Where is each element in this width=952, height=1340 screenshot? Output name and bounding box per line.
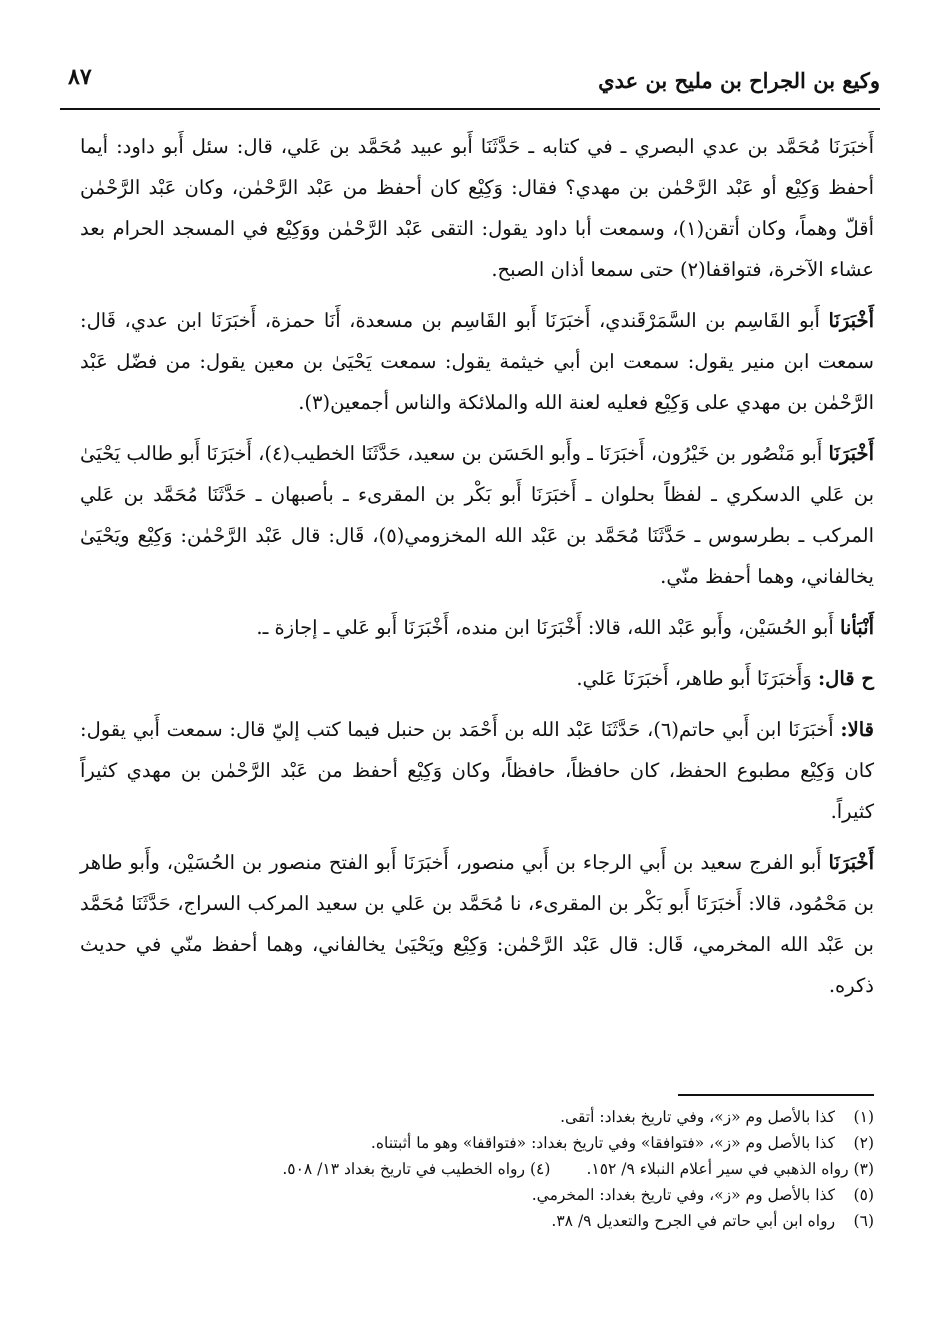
- paragraph-text: أَبو القَاسِم بن السَّمَرْقَندي، أَخبَرَنَا أَبو القَاسِم بن مسعدة، أَنَا حمزة، أَخبَرَنَا ابن عدي، قَال: سمعت ابن منير يقول: سمعت ابن أبي خيثمة يقول: سمعت يَحْيَىٰ بن معين يقول: من فضّل عَبْد الرَّحْمٰن بن مهدي على وَكِيْع فعليه لعنة الله والملائكة والناس أجمعين(٣).: [80, 309, 874, 414]
- footnote-text: كذا بالأصل وم «ز»، وفي تاريخ بغداد: المخرمي.: [531, 1186, 836, 1204]
- paragraph-lead: أَخْبَرَنَا: [828, 442, 874, 465]
- paragraph-text: أَخبَرَنَا ابن أَبي حاتم(٦)، حَدَّثَنَا عَبْد الله بن أَحْمَد بن حنبل فيما كتب إليّ قال: سمعت أَبي يقول: كان وَكِيْع مطبوع الحفظ، كان حافظاً، حافظاً، وكان وَكِيْع أحفظ من عَبْد الرَّحْمٰن بن مهدي كثيراً كثيراً.: [80, 718, 874, 823]
- paragraph-lead: أَخْبَرَنَا: [828, 309, 874, 332]
- running-title: وكيع بن الجراح بن مليح بن عدي: [598, 68, 880, 93]
- paragraph-text: أَبو مَنْصُور بن خَيْرُون، أَخبَرَنَا ـ وأَبو الحَسَن بن سعيد، حَدَّثَنَا الخطيب(٤)، أَخبَرَنَا أَبو طالب يَحْيَىٰ بن عَلي الدسكري ـ لفظاً بحلوان ـ أَخبَرَنَا أَبو بَكْر بن المقرىء ـ بأصبهان ـ حَدَّثَنَا مُحَمَّد بن عَلي المركب ـ بطرسوس ـ حَدَّثَنَا مُحَمَّد بن عَبْد الله المخزومي(٥)، قَال: قال عَبْد الرَّحْمٰن: وَكِيْع ويَحْيَىٰ يخالفاني، وهما أحفظ منّي.: [80, 442, 874, 588]
- footnote-3-4: [150, 1156, 874, 1182]
- footnotes: [150, 1104, 874, 1234]
- paragraph-lead: أَخْبَرَنَا: [828, 851, 874, 874]
- page-header: [60, 62, 880, 110]
- paragraph-lead: قالا:: [840, 718, 874, 741]
- footnote-number: (٤): [529, 1160, 551, 1178]
- paragraph-4: [80, 607, 874, 648]
- paragraph-text: أَخبَرَنَا مُحَمَّد بن عدي البصري ـ في كتابه ـ حَدَّثَنَا أَبو عبيد مُحَمَّد بن عَلي، قال: سئل أَبو داود: أيما أحفظ وَكِيْع أو عَبْد الرَّحْمٰن بن مهدي؟ فقال: وَكِيْع كان أحفظ من عَبْد الرَّحْمٰن، وكان عَبْد الرَّحْمٰن أقلّ وهماً، وكان أتقن(١)، وسمعت أبا داود يقول: التقى عَبْد الرَّحْمٰن ووَكِيْع في المسجد الحرام بعد عشاء الآخرة، فتواقفا(٢) حتى سمعا أذان الصبح.: [80, 135, 875, 281]
- footnote-6: [150, 1208, 874, 1234]
- footnote-1: [150, 1104, 874, 1130]
- paragraph-1: [80, 126, 874, 290]
- footnote-text: رواه الخطيب في تاريخ بغداد ١٣/ ٥٠٨.: [282, 1160, 526, 1178]
- paragraph-3: [80, 433, 874, 597]
- paragraph-7: [80, 842, 874, 1006]
- page-number: ٨٧: [68, 64, 92, 90]
- paragraph-2: [80, 300, 874, 423]
- footnote-divider: [678, 1094, 874, 1096]
- footnote-text: كذا بالأصل وم «ز»، «فتوافقا» وفي تاريخ بغداد: «فتواقفا» وهو ما أثبتناه.: [370, 1134, 836, 1152]
- footnote-number: (٥): [853, 1186, 874, 1204]
- footnote-number: (٢): [853, 1134, 874, 1152]
- footnote-3: [586, 1156, 874, 1182]
- paragraph-text: أَبو الحُسَيْن، وأَبو عَبْد الله، قالا: أَخْبَرَنَا ابن منده، أَخْبَرَنَا أَبو عَلي ـ إجازة ـ.: [256, 616, 834, 639]
- footnote-2: [150, 1130, 874, 1156]
- paragraph-5: [80, 658, 874, 699]
- footnote-text: كذا بالأصل وم «ز»، وفي تاريخ بغداد: أتقى.: [560, 1108, 836, 1126]
- paragraph-text: أَبو الفرج سعيد بن أَبي الرجاء بن أَبي منصور، أَخبَرَنَا أَبو الفتح منصور بن الحُسَيْن، وأَبو طاهر بن مَحْمُود، قالا: أَخبَرَنَا أَبو بَكْر بن المقرىء، نا مُحَمَّد بن عَلي بن سعيد المركب السراج، حَدَّثَنَا مُحَمَّد بن عَبْد الله المخرمي، قَال: قال عَبْد الرَّحْمٰن: وَكِيْع ويَحْيَىٰ يخالفاني، وهما أحفظ منّي في حديث ذكره.: [80, 851, 874, 997]
- footnote-number: (١): [853, 1108, 874, 1126]
- footnote-5: [150, 1182, 874, 1208]
- paragraph-lead: ح قال:: [817, 667, 874, 690]
- paragraph-6: [80, 709, 874, 832]
- footnote-4: [282, 1156, 550, 1182]
- paragraph-lead: أَنْبَأنا: [839, 616, 874, 639]
- footnote-text: رواه الذهبي في سير أعلام النبلاء ٩/ ١٥٢.: [586, 1160, 849, 1178]
- paragraph-text: وَأَخبَرَنَا أَبو طاهر، أَخبَرَنَا عَلي.: [576, 667, 812, 690]
- main-text: [80, 126, 874, 1016]
- footnote-number: (٦): [853, 1212, 874, 1230]
- footnote-text: رواه ابن أبي حاتم في الجرح والتعديل ٩/ ٣٨.: [551, 1212, 836, 1230]
- footnote-number: (٣): [853, 1160, 874, 1178]
